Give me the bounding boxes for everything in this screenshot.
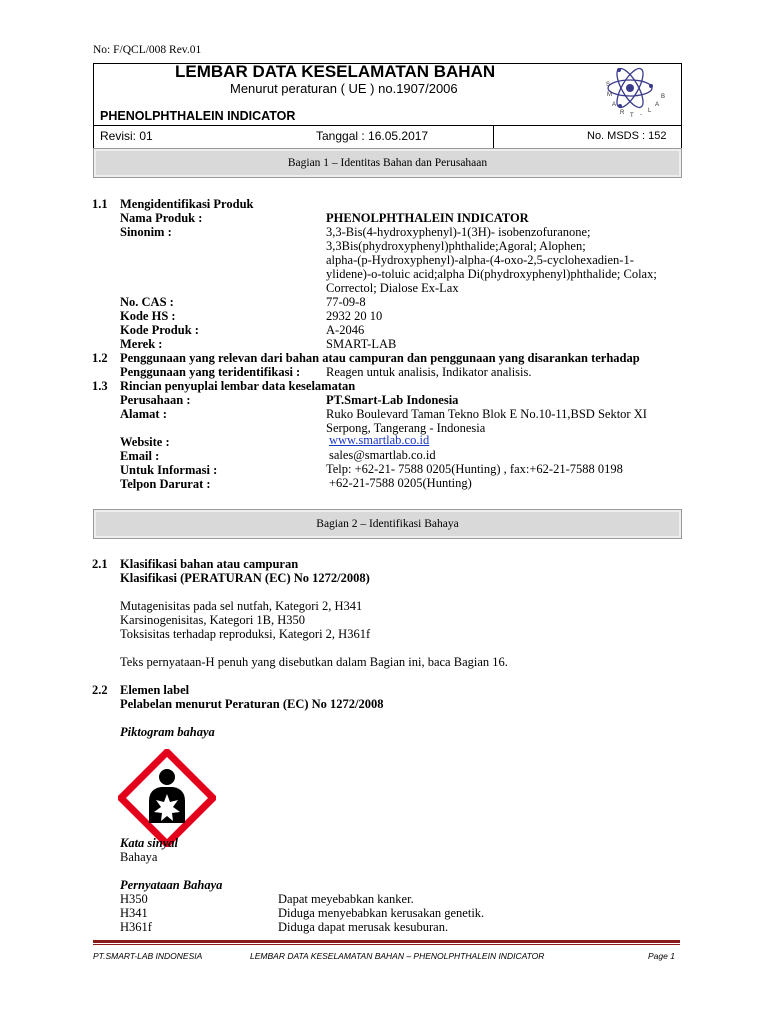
website-link[interactable]: www.smartlab.co.id bbox=[329, 433, 430, 447]
emergency-phone-value: +62-21-7588 0205(Hunting) bbox=[329, 476, 472, 490]
page-number: Page 1 bbox=[648, 951, 675, 961]
msds-number: No. MSDS : 152 bbox=[587, 130, 667, 142]
signal-word-label: Kata sinyal bbox=[120, 836, 178, 850]
info-value: Telp: +62-21- 7588 0205(Hunting) , fax:+62-21-7588 0198 bbox=[326, 462, 623, 476]
classification-line: Karsinogenisitas, Kategori 1B, H350 bbox=[120, 613, 306, 627]
product-name-label: Nama Produk : bbox=[120, 211, 203, 225]
issue-date: Tanggal : 16.05.2017 bbox=[316, 129, 429, 143]
svg-text:-: - bbox=[640, 112, 642, 118]
product-code-value: A-2046 bbox=[326, 323, 365, 337]
info-label: Untuk Informasi : bbox=[120, 463, 218, 477]
hazard-text: Diduga menyebabkan kerusakan genetik. bbox=[278, 906, 485, 920]
email-label: Email : bbox=[120, 449, 160, 463]
document-number: No: F/QCL/008 Rev.01 bbox=[93, 44, 202, 56]
svg-text:A: A bbox=[612, 102, 617, 108]
section-1-heading: Bagian 1 – Identitas Bahan dan Perusahaan bbox=[93, 148, 682, 178]
section-1-3-title: Rincian penyuplai lembar data keselamatan bbox=[120, 379, 356, 393]
document-subtitle: Menurut peraturan ( UE ) no.1907/2006 bbox=[230, 81, 458, 96]
hazard-code: H341 bbox=[120, 906, 148, 920]
h-statement-note: Teks pernyataan-H penuh yang disebutkan dalam Bagian ini, baca Bagian 16. bbox=[120, 655, 508, 669]
hazard-code: H350 bbox=[120, 892, 148, 906]
brand-label: Merek : bbox=[120, 337, 163, 351]
website-label: Website : bbox=[120, 435, 170, 449]
section-2-heading: Bagian 2 – Identifikasi Bahaya bbox=[93, 509, 682, 539]
product-name-value: PHENOLPHTHALEIN INDICATOR bbox=[326, 211, 529, 225]
footer-rule bbox=[93, 940, 680, 945]
product-name-header: PHENOLPHTHALEIN INDICATOR bbox=[100, 109, 296, 123]
svg-text:B: B bbox=[661, 94, 666, 100]
classification-line: Toksisitas terhadap reproduksi, Kategori 2, H361f bbox=[120, 627, 371, 641]
brand-value: SMART-LAB bbox=[326, 337, 397, 351]
svg-text:S: S bbox=[606, 82, 611, 88]
svg-text:A: A bbox=[655, 102, 660, 108]
revision-number: Revisi: 01 bbox=[100, 129, 153, 143]
svg-text:R: R bbox=[620, 110, 625, 116]
section-1-2-number: 1.2 bbox=[92, 351, 108, 365]
svg-text:T: T bbox=[630, 113, 634, 119]
hazard-text: Dapat meyebabkan kanker. bbox=[278, 892, 414, 906]
hazard-statements-label: Pernyataan Bahaya bbox=[120, 878, 223, 892]
email-value: sales@smartlab.co.id bbox=[329, 448, 436, 462]
hazard-code: H361f bbox=[120, 920, 152, 934]
synonym-line: alpha-(p-Hydroxyphenyl)-alpha-(4-oxo-2,5-cyclohexadien-1- bbox=[326, 253, 634, 267]
synonym-label: Sinonim : bbox=[120, 225, 172, 239]
section-1-1-title: Mengidentifikasi Produk bbox=[120, 197, 254, 211]
section-1-1-number: 1.1 bbox=[92, 197, 108, 211]
section-2-1-number: 2.1 bbox=[92, 557, 108, 571]
section-2-1-title: Klasifikasi bahan atau campuran bbox=[120, 557, 299, 571]
document-title: LEMBAR DATA KESELAMATAN BAHAN bbox=[175, 62, 496, 81]
section-2-2-number: 2.2 bbox=[92, 683, 108, 697]
hs-code-value: 2932 20 10 bbox=[326, 309, 383, 323]
cas-value: 77-09-8 bbox=[326, 295, 366, 309]
synonym-line: Correctol; Dialose Ex-Lax bbox=[326, 281, 459, 295]
classification-regulation: Klasifikasi (PERATURAN (EC) No 1272/2008) bbox=[120, 571, 370, 585]
labelling-regulation: Pelabelan menurut Peraturan (EC) No 1272/2008 bbox=[120, 697, 384, 711]
synonym-line: 3,3-Bis(4-hydroxyphenyl)-1(3H)- isobenzofuranone; bbox=[326, 225, 591, 239]
svg-text:M: M bbox=[607, 92, 612, 98]
product-code-label: Kode Produk : bbox=[120, 323, 199, 337]
footer-company: PT.SMART-LAB INDONESIA bbox=[93, 951, 203, 961]
classification-line: Mutagenisitas pada sel nutfah, Kategori 2, H341 bbox=[120, 599, 363, 613]
company-value: PT.Smart-Lab Indonesia bbox=[326, 393, 459, 407]
smartlab-logo bbox=[598, 64, 678, 120]
health-hazard-icon bbox=[118, 749, 216, 847]
hs-code-label: Kode HS : bbox=[120, 309, 176, 323]
company-label: Perusahaan : bbox=[120, 393, 191, 407]
synonym-line: 3,3Bis(phydroxyphenyl)phthalide;Agoral; Alophen; bbox=[326, 239, 586, 253]
address-line-1: Ruko Boulevard Taman Tekno Blok E No.10-11,BSD Sektor XI bbox=[326, 407, 647, 421]
emergency-phone-label: Telpon Darurat : bbox=[120, 477, 211, 491]
hazard-text: Diduga dapat merusak kesuburan. bbox=[278, 920, 449, 934]
address-line-2: Serpong, Tangerang - Indonesia bbox=[326, 421, 486, 435]
cas-label: No. CAS : bbox=[120, 295, 174, 309]
svg-text:L: L bbox=[648, 108, 652, 114]
revision-row bbox=[93, 125, 682, 149]
section-1-2-title: Penggunaan yang relevan dari bahan atau campuran dan penggunaan yang disarankan terhadap bbox=[120, 351, 640, 365]
footer-document-title: LEMBAR DATA KESELAMATAN BAHAN – PHENOLPHTHALEIN INDICATOR bbox=[250, 951, 545, 961]
identified-use-label: Penggunaan yang teridentifikasi : bbox=[120, 365, 301, 379]
address-label: Alamat : bbox=[120, 407, 167, 421]
synonym-line: ylidene)-o-toluic acid;alpha Di(phydroxyphenyl)phthalide; Colax; bbox=[326, 267, 657, 281]
pictogram-label: Piktogram bahaya bbox=[120, 725, 215, 739]
section-1-3-number: 1.3 bbox=[92, 379, 108, 393]
identified-use-value: Reagen untuk analisis, Indikator analisis. bbox=[326, 365, 532, 379]
section-2-2-title: Elemen label bbox=[120, 683, 190, 697]
signal-word-value: Bahaya bbox=[120, 850, 158, 864]
